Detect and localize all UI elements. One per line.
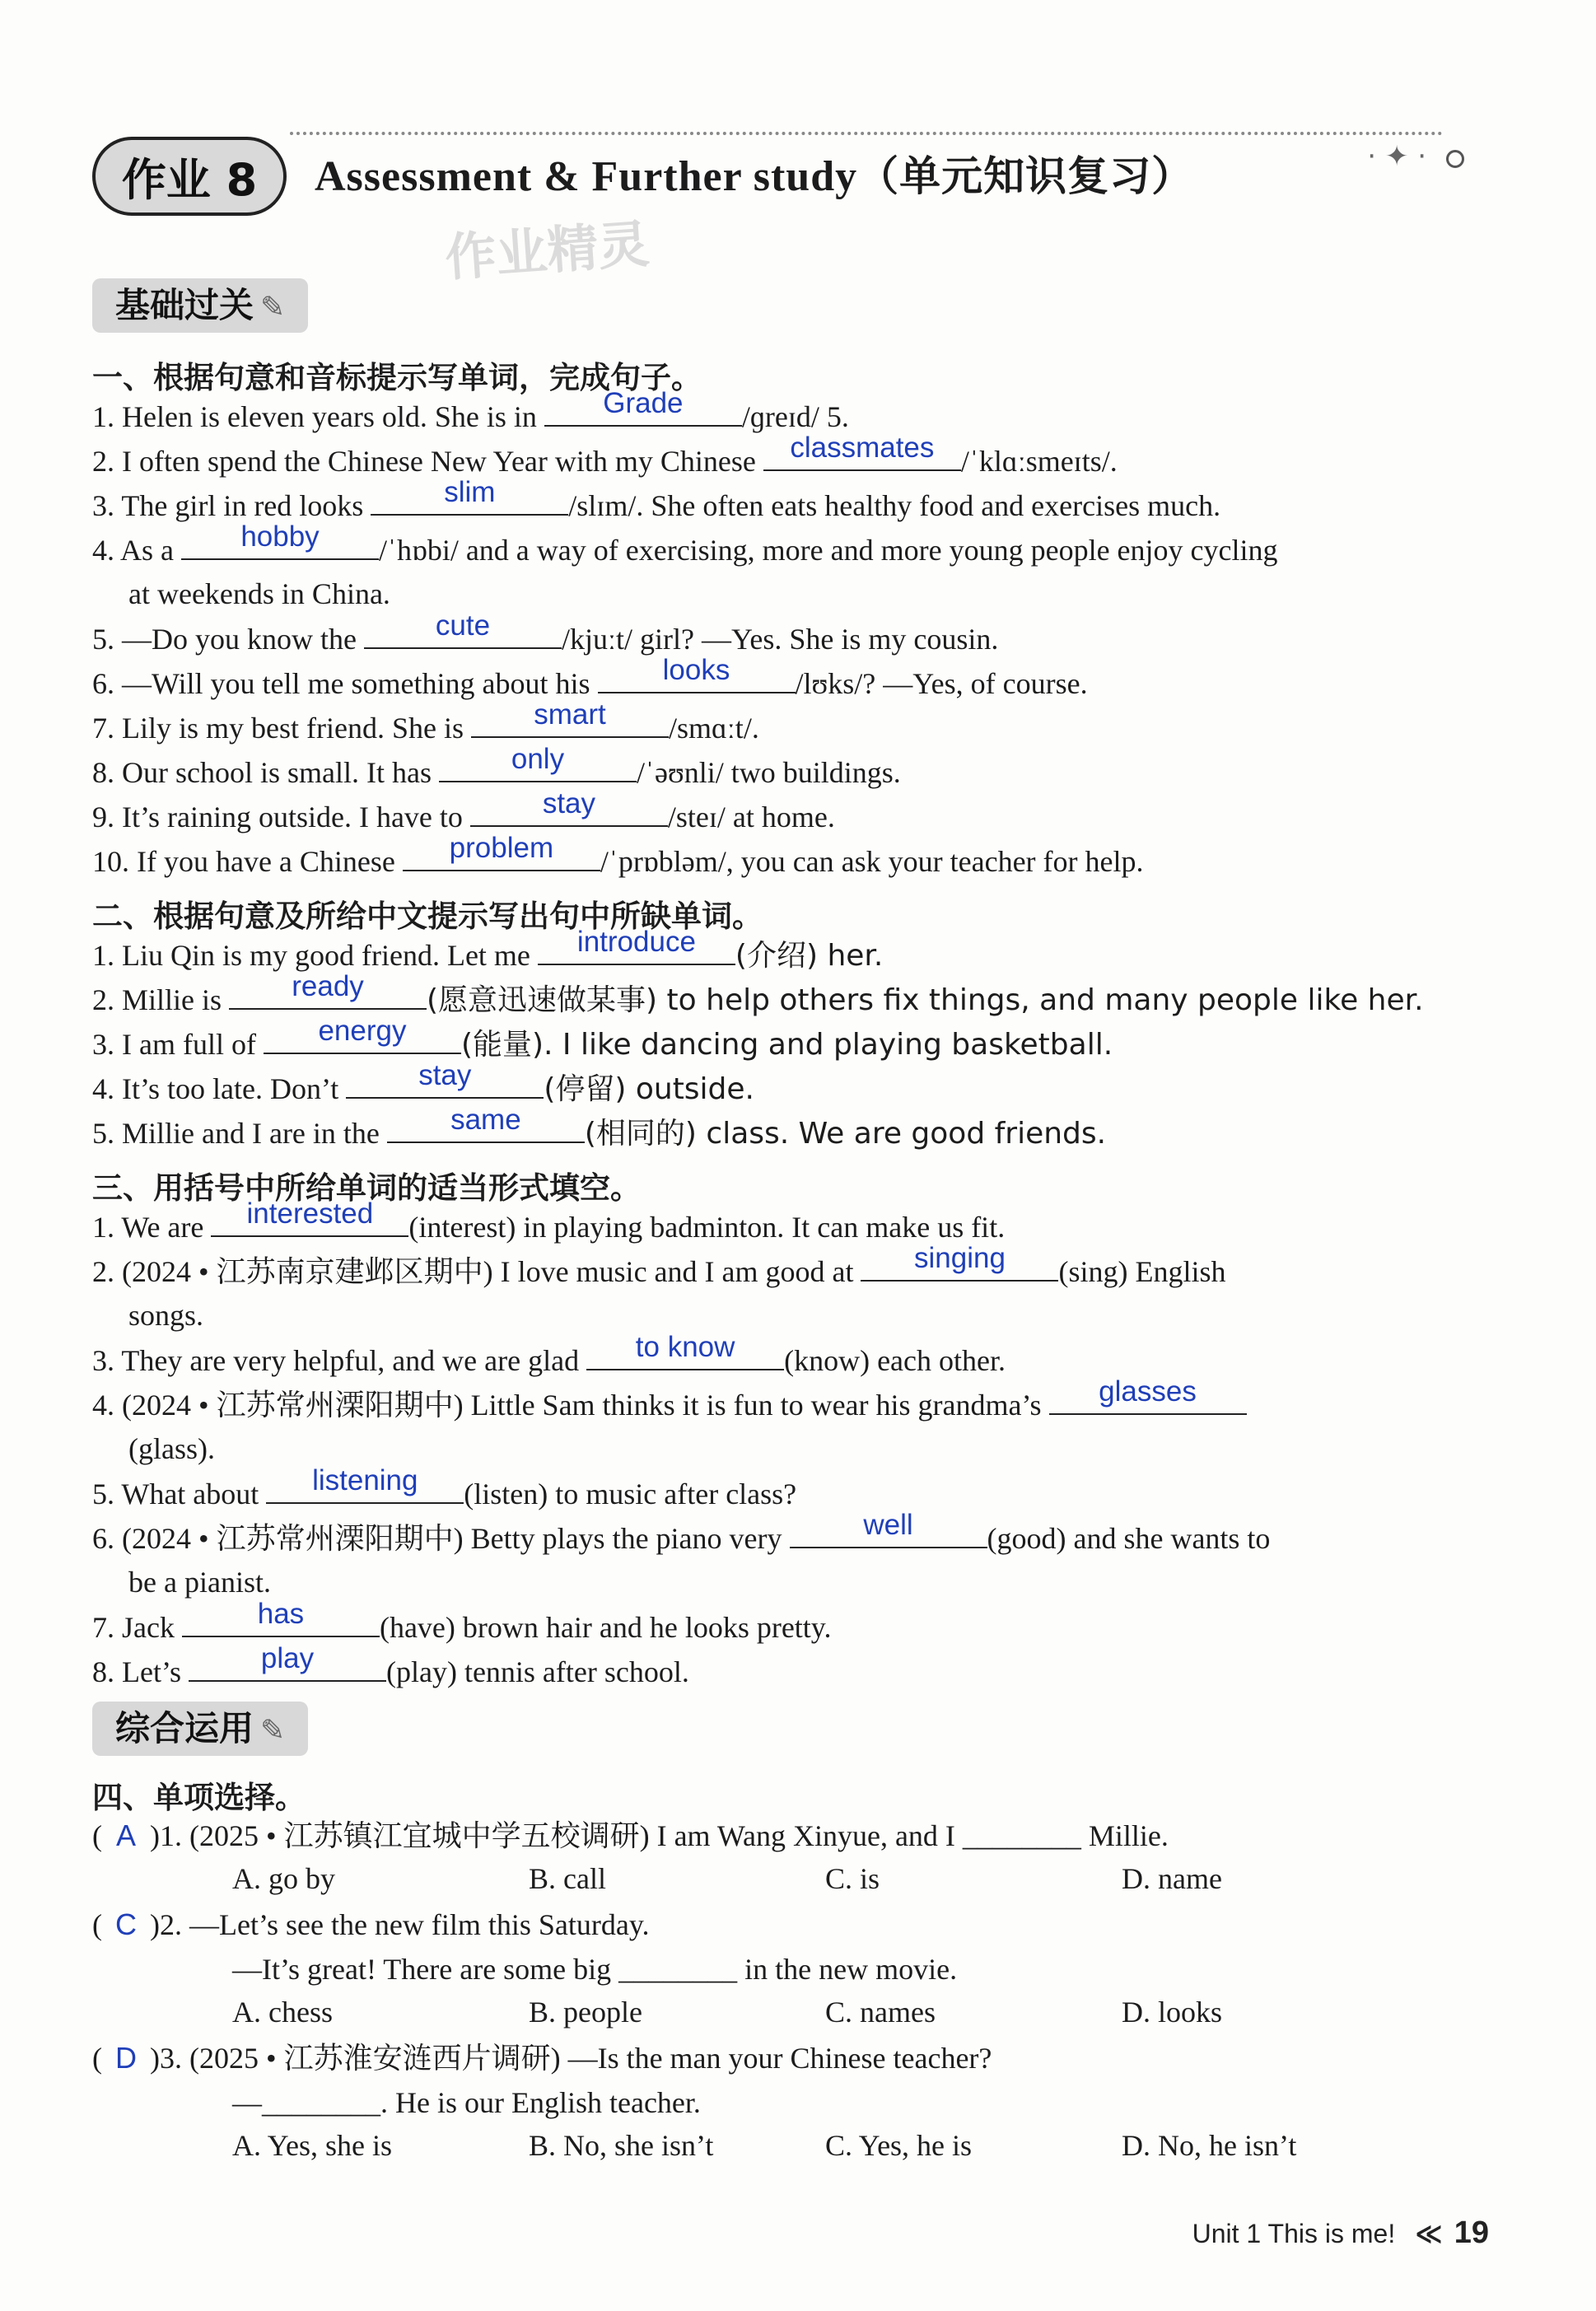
answer-blank[interactable]: cute (364, 619, 562, 649)
mcq-2-option-b[interactable]: B. people (529, 1996, 642, 2029)
mcq-1-option-a[interactable]: A. go by (232, 1862, 335, 1895)
answer-blank[interactable]: play (189, 1652, 386, 1682)
mcq-answer[interactable]: A (115, 1818, 136, 1852)
pencil-icon: ✎ (260, 291, 286, 324)
page-header (92, 132, 1476, 222)
title-english: Assessment & Further study (315, 153, 858, 200)
part3-item-4: 4. (2024 • 江苏常州溧阳期中) Little Sam thinks it is fun to wear his grandma’s glasses (92, 1385, 1247, 1424)
part1-item-7: 7. Lily is my best friend. She is smart /smɑːt/. (92, 698, 759, 745)
answer-blank[interactable]: stay (470, 797, 668, 827)
part3-item-6: 6. (2024 • 江苏常州溧阳期中) Betty plays the piano very well (good) and she wants to (92, 1509, 1271, 1555)
part1-item-5: 5. —Do you know the cute /kjuːt/ girl? —Yes. She is my cousin. (92, 609, 999, 656)
mcq-2-stem-2: —It’s great! There are some big ________ in the new movie. (232, 1953, 958, 1986)
answer-blank[interactable]: energy (264, 1025, 461, 1054)
mcq-1-option-c[interactable]: C. is (825, 1862, 880, 1895)
answer-blank[interactable]: smart (471, 708, 669, 738)
part1-item-4: 4. As a hobby /ˈhɒbi/ and a way of exercising, more and more young people enjoy cycling (92, 521, 1278, 567)
answer-blank[interactable]: listening (266, 1474, 464, 1504)
answer-blank[interactable]: problem (403, 842, 600, 871)
part3-heading: 三、用括号中所给单词的适当形式填空。 (92, 1170, 641, 1206)
answer-blank[interactable]: only (439, 753, 637, 782)
mcq-1-option-d[interactable]: D. name (1122, 1862, 1222, 1895)
mcq-2-option-c[interactable]: C. names (825, 1996, 936, 2029)
page-number: 19 (1454, 2215, 1489, 2250)
circle-decoration-icon (1446, 150, 1464, 168)
mcq-2-stem: ( C )2. —Let’s see the new film this Saturday. (92, 1906, 650, 1944)
part2-item-4: 4. It’s too late. Don’t stay (停留) outside. (92, 1059, 755, 1106)
part3-item-1: 1. We are interested (interest) in playing badminton. It can make us fit. (92, 1198, 1006, 1244)
answer-blank[interactable]: interested (211, 1207, 408, 1237)
part3-item-2-continued: songs. (128, 1299, 204, 1332)
part3-item-5: 5. What about listening (listen) to music after class? (92, 1464, 797, 1510)
section-tag-label: 基础过关 (115, 285, 254, 325)
mcq-3-option-d[interactable]: D. No, he isn’t (1122, 2129, 1297, 2162)
answer-blank[interactable]: has (182, 1608, 380, 1637)
answer-blank[interactable]: hobby (181, 530, 379, 560)
mcq-3-stem-2: —________. He is our English teacher. (232, 2086, 701, 2119)
mcq-answer[interactable]: C (115, 1907, 137, 1941)
answer-blank[interactable]: slim (371, 486, 568, 516)
sparkle-icon: · ✦ · (1367, 140, 1426, 173)
section-tag-comprehensive (92, 1702, 308, 1756)
part3-item-7: 7. Jack has (have) brown hair and he looks pretty. (92, 1598, 832, 1644)
watermark: 作业精灵 (443, 213, 651, 288)
mcq-1-stem: ( A )1. (2025 • 江苏镇江宜城中学五校调研) I am Wang Xinyue, and I ________ Millie. (92, 1817, 1169, 1855)
mcq-3-option-c[interactable]: C. Yes, he is (825, 2129, 973, 2162)
part3-item-8: 8. Let’s play (play) tennis after school. (92, 1642, 689, 1688)
mcq-2-option-d[interactable]: D. looks (1122, 1996, 1223, 2029)
answer-blank[interactable]: looks (598, 664, 796, 693)
part1-item-8: 8. Our school is small. It has only /ˈəʊnli/ two buildings. (92, 743, 901, 789)
part3-item-6-continued: be a pianist. (128, 1566, 271, 1599)
part1-item-10: 10. If you have a Chinese problem /ˈprɒbləm/, you can ask your teacher for help. (92, 832, 1144, 878)
answer-blank[interactable]: introduce (538, 936, 735, 965)
part1-item-2: 2. I often spend the Chinese New Year with my Chinese classmates /ˈklɑːsmeɪts/. (92, 432, 1118, 478)
mcq-3-option-a[interactable]: A. Yes, she is (232, 2129, 393, 2162)
answer-blank[interactable]: ready (229, 980, 427, 1010)
part2-heading: 二、根据句意及所给中文提示写出句中所缺单词。 (92, 899, 763, 934)
answer-blank[interactable]: well (790, 1519, 987, 1548)
part1-item-3: 3. The girl in red looks slim /slɪm/. She often eats healthy food and exercises much. (92, 476, 1221, 522)
answer-blank[interactable]: glasses (1049, 1385, 1247, 1415)
mcq-3-option-b[interactable]: B. No, she isn’t (529, 2129, 714, 2162)
pencil-icon: ✎ (260, 1714, 286, 1748)
mcq-3-stem: ( D )3. (2025 • 江苏淮安涟西片调研) —Is the man your Chinese teacher? (92, 2039, 992, 2077)
double-chevron-left-icon: ≪ (1415, 2219, 1443, 2248)
answer-blank[interactable]: stay (346, 1069, 544, 1099)
page-footer (1192, 2215, 1489, 2251)
part1-heading: 一、根据句意和音标提示写单词，完成句子。 (92, 360, 702, 395)
header-dotted-line (290, 132, 1443, 143)
part1-item-9: 9. It’s raining outside. I have to stay /steɪ/ at home. (92, 787, 835, 833)
answer-blank[interactable]: to know (586, 1341, 784, 1370)
section-tag-label: 综合运用 (115, 1708, 254, 1748)
answer-blank[interactable]: classmates (763, 441, 961, 471)
part3-item-2: 2. (2024 • 江苏南京建邺区期中) I love music and I am good at singing (sing) English (92, 1242, 1226, 1288)
part1-item-1: 1. Helen is eleven years old. She is in Grade /ɡreɪd/ 5. (92, 387, 849, 433)
part1-item-4-continued: at weekends in China. (128, 577, 390, 610)
unit-label: Unit 1 This is me! (1192, 2219, 1396, 2248)
part2-item-5: 5. Millie and I are in the same (相同的) class. We are good friends. (92, 1104, 1107, 1151)
title-chinese: （单元知识复习） (857, 152, 1194, 200)
mcq-1-option-b[interactable]: B. call (529, 1862, 606, 1895)
part3-item-3: 3. They are very helpful, and we are glad to know (know) each other. (92, 1331, 1006, 1377)
homework-badge: 作业 8 (92, 137, 287, 216)
answer-blank[interactable]: Grade (544, 397, 742, 427)
page-title (315, 143, 1193, 203)
mcq-2-option-a[interactable]: A. chess (232, 1996, 333, 2029)
section-tag-basic (92, 278, 308, 333)
part1-item-6: 6. —Will you tell me something about his looks /lʊks/? —Yes, of course. (92, 654, 1088, 700)
part2-item-1: 1. Liu Qin is my good friend. Let me introduce (介绍) her. (92, 926, 884, 973)
part4-heading: 四、单项选择。 (92, 1780, 306, 1815)
answer-blank[interactable]: singing (861, 1252, 1058, 1282)
part2-item-2: 2. Millie is ready (愿意迅速做某事) to help others fix things, and many people like her. (92, 970, 1424, 1017)
answer-blank[interactable]: same (387, 1113, 585, 1143)
part3-item-4-continued: (glass). (128, 1432, 215, 1465)
part2-item-3: 3. I am full of energy (能量). I like dancing and playing basketball. (92, 1015, 1113, 1062)
mcq-answer[interactable]: D (115, 2041, 137, 2075)
